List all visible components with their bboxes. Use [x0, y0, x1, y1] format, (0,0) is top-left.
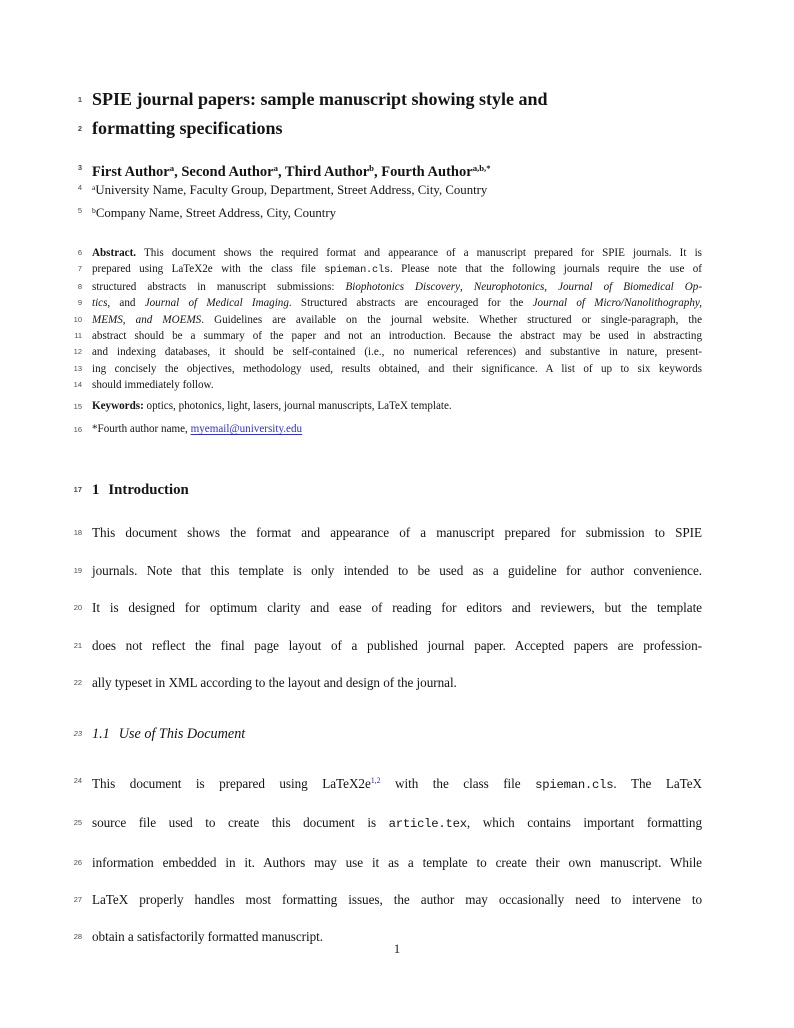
line-17	[73, 480, 702, 500]
line-text	[92, 245, 702, 261]
text-segment: source file used to create this document is	[92, 815, 389, 831]
text-segment: abstract should be a summary of the paper and not an introduction. Because the abstract may be used in abstracting	[92, 330, 702, 343]
line-10	[73, 312, 702, 328]
line-text	[92, 312, 702, 328]
text-segment: , Third Author	[277, 163, 370, 180]
text-segment: University Name, Faculty Group, Department, Street Address, City, Country	[95, 183, 488, 198]
line-25	[73, 804, 702, 843]
line-number: 26	[73, 857, 82, 867]
line-number: 17	[73, 485, 82, 494]
block-keywords	[73, 398, 702, 415]
text-segment: should immediately follow.	[92, 379, 214, 392]
line-number: 4	[77, 183, 82, 192]
text-segment: Journal of Micro/Nanolithography,	[532, 297, 702, 310]
line-number: 12	[73, 347, 82, 357]
line-number: 2	[77, 124, 82, 133]
line-4	[77, 178, 702, 201]
text-segment: Abstract.	[92, 247, 137, 259]
line-text	[92, 201, 702, 224]
text-segment: , Fourth Author	[373, 163, 473, 180]
line-number: 19	[73, 565, 82, 575]
line-15	[73, 398, 702, 415]
block-abstract	[73, 245, 703, 394]
text-segment: . Please note that the following journals require the use of	[390, 263, 702, 276]
text-segment: structured abstracts in manuscript submissions:	[92, 280, 346, 293]
line-18	[73, 514, 702, 552]
line-number: 5	[77, 205, 82, 215]
line-number: 11	[74, 331, 82, 341]
text-segment: First Author	[92, 163, 170, 180]
line-text	[92, 398, 702, 415]
text-segment: does not reflect the final page layout of a published journal paper. Accepted papers are profession-	[92, 637, 702, 653]
text-segment: a	[169, 163, 175, 173]
line-text	[92, 664, 702, 702]
text-segment: *Fourth author name,	[92, 423, 191, 435]
line-number: 24	[73, 776, 82, 785]
line-text	[92, 85, 702, 114]
line-number: 23	[73, 729, 82, 738]
line-19	[73, 552, 702, 590]
line-number: 10	[73, 314, 82, 324]
line-27	[73, 881, 702, 918]
text-segment: Journal of Biomedical Op-	[558, 280, 703, 293]
line-9	[77, 295, 702, 311]
block-affiliations	[77, 178, 702, 223]
line-11	[74, 328, 702, 344]
line-number: 6	[77, 248, 82, 257]
text-segment: article.tex	[388, 817, 467, 832]
text-segment: a,b,*	[472, 163, 491, 173]
line-text	[92, 178, 702, 201]
line-number: 13	[73, 363, 82, 373]
line-number: 3	[77, 163, 82, 172]
text-segment: b	[92, 205, 96, 215]
line-number: 9	[77, 298, 82, 308]
text-segment: This document is prepared using LaTeX2e	[92, 775, 371, 791]
line-24	[73, 762, 702, 804]
line-16	[73, 421, 702, 438]
text-segment: 1.1	[92, 726, 110, 742]
line-text	[92, 361, 702, 377]
text-segment: information embedded in it. Authors may use it as a template to create their own manuscript. While	[92, 854, 702, 870]
line-number: 7	[77, 264, 82, 274]
line-23	[73, 724, 702, 744]
line-21	[73, 627, 702, 665]
line-number: 14	[73, 380, 82, 390]
line-text	[92, 627, 702, 665]
line-14	[73, 377, 702, 393]
text-segment: This document shows the required format and appearance of a manuscript prepared for SPIE journals. It is	[136, 247, 702, 259]
text-segment: Company Name, Street Address, City, Country	[95, 205, 336, 220]
text-segment: formatting specifications	[92, 118, 283, 138]
line-text	[92, 762, 702, 804]
text-segment: SPIE journal papers: sample manuscript showing style and	[92, 89, 548, 109]
text-segment: MEMS, and MOEMS	[92, 313, 202, 326]
block-author-note	[73, 421, 702, 438]
line-text	[92, 724, 702, 744]
text-segment: 1	[92, 482, 100, 498]
line-number: 1	[77, 95, 82, 104]
text-segment: b	[369, 163, 374, 173]
line-number: 27	[73, 894, 82, 904]
line-1	[77, 85, 702, 114]
text-segment: spieman.cls	[324, 264, 390, 277]
page-number: 1	[393, 941, 401, 956]
text-segment: ,	[460, 280, 474, 293]
text-segment: Biophotonics Discovery	[345, 280, 461, 293]
text-segment: a	[92, 183, 96, 192]
block-title	[77, 85, 702, 143]
text-segment: obtain a satisfactorily formatted manuscript.	[92, 929, 324, 945]
text-segment: ,	[544, 280, 559, 293]
line-text	[92, 480, 702, 500]
line-text	[92, 881, 702, 918]
line-text	[92, 804, 702, 843]
line-5	[77, 201, 702, 224]
text-segment: Keywords:	[92, 400, 144, 412]
line-text	[92, 844, 702, 881]
line-number: 18	[73, 528, 82, 537]
line-20	[73, 589, 702, 627]
line-number: 22	[73, 678, 82, 688]
text-segment: Use of This Document	[118, 726, 246, 742]
line-22	[73, 664, 702, 702]
line-2	[77, 114, 702, 143]
text-segment: , and	[107, 297, 145, 310]
line-number: 20	[73, 603, 82, 613]
line-text	[92, 344, 702, 360]
line-number: 15	[73, 402, 82, 411]
block-section-1	[73, 480, 702, 500]
text-segment: tics	[92, 297, 108, 310]
line-8	[77, 279, 703, 295]
text-segment: and indexing databases, it should be self-contained (i.e., no numerical references) and substantive in nature, present-	[92, 346, 702, 359]
manuscript-content	[73, 0, 703, 1028]
line-number: 25	[73, 818, 82, 828]
block-subsection-1-1	[73, 724, 702, 744]
text-segment: spieman.cls	[535, 777, 614, 792]
line-text	[92, 552, 702, 590]
line-text	[92, 114, 702, 143]
text-segment: This document shows the format and appearance of a manuscript prepared for submission to SPIE	[92, 525, 702, 540]
text-segment: a	[273, 163, 278, 173]
line-text	[92, 279, 702, 295]
text-segment: . The LaTeX	[613, 775, 702, 791]
line-text	[92, 589, 702, 627]
line-number: 28	[73, 932, 82, 942]
line-text	[92, 421, 702, 438]
line-7	[77, 261, 702, 278]
line-13	[73, 361, 702, 377]
text-segment: , Second Author	[174, 163, 274, 180]
line-text	[92, 261, 702, 278]
line-26	[73, 844, 702, 881]
line-text	[92, 328, 702, 344]
text-segment: optics, photonics, light, lasers, journal manuscripts, LaTeX template.	[143, 400, 452, 412]
text-segment: LaTeX properly handles most formatting issues, the author may occasionally need to intervene to	[92, 891, 702, 907]
block-use-paragraph	[73, 762, 702, 956]
text-segment: , which contains important formatting	[466, 815, 702, 831]
line-number: 21	[73, 640, 82, 650]
text-segment: Journal of Medical Imaging	[144, 297, 289, 310]
line-number: 16	[73, 425, 82, 434]
line-number: 8	[77, 281, 82, 291]
line-text	[92, 377, 702, 393]
line-12	[73, 344, 702, 360]
text-segment: Introduction	[108, 482, 189, 498]
text-segment: Neurophotonics	[473, 280, 545, 293]
line-text	[92, 295, 702, 311]
text-segment: with the class file	[380, 775, 536, 791]
text-segment: It is designed for optimum clarity and ease of reading for editors and reviewers, but the template	[92, 600, 702, 616]
line-6	[77, 245, 702, 261]
line-text	[92, 514, 702, 552]
text-segment: ing concisely the objectives, methodology used, results obtained, and their significance. A list of up to six keywords	[92, 362, 702, 375]
text-segment: . Guidelines are available on the journal website. Whether structured or single-paragraph, the	[201, 313, 702, 326]
citation-link[interactable]: 1,2	[370, 776, 381, 785]
text-segment: journals. Note that this template is only intended to be used as a guideline for author convenience.	[92, 562, 702, 578]
text-segment: prepared using LaTeX2e with the class file	[92, 263, 325, 276]
text-segment: ally typeset in XML according to the layout and design of the journal.	[92, 675, 457, 691]
email-link[interactable]: myemail@university.edu	[190, 423, 303, 435]
text-segment: . Structured abstracts are encouraged for the	[288, 297, 533, 310]
block-intro-paragraph	[73, 514, 702, 702]
